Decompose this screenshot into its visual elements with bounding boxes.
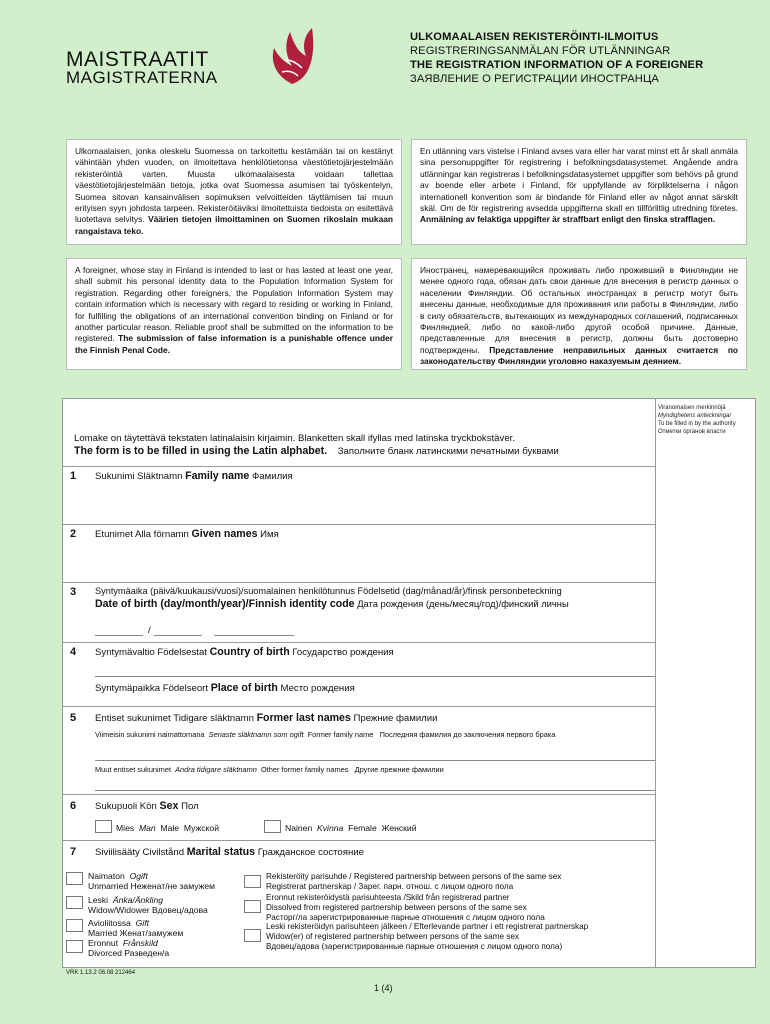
instructions-ru: Заполните бланк латинскими печатными буквами — [337, 446, 559, 457]
divider — [62, 524, 656, 525]
divider — [62, 642, 656, 643]
field-number: 3 — [70, 586, 77, 598]
field-number: 6 — [70, 800, 77, 812]
title-en: THE REGISTRATION INFORMATION OF A FOREIGNER — [410, 59, 704, 71]
field-number: 4 — [70, 646, 77, 658]
unmarried-checkbox[interactable] — [66, 872, 83, 885]
field-number: 5 — [70, 712, 77, 724]
official-use-column — [655, 399, 755, 967]
title-fi: ULKOMAALAISEN REKISTERÖINTI-ILMOITUS — [410, 31, 659, 43]
unmarried-label: Naimaton Ogift Unmarried Неженат/не замужем — [88, 871, 216, 891]
info-en-text: A foreigner, whose stay in Finland is intended to last or has lasted at least one year, shall submit his personal identity data to the Population Information System for registration. Regarding other foreigners, the Population Information System may contain information which is necessary with regard to residing or working in Finland, for fulfilling the obligations of an international convention binding on Finland or for another particular reason. Reliable proof shall be submitted on the information to be registered. — [75, 265, 393, 344]
dissolved-partnership-label: Eronnut rekisteröidystä parisuhteesta /Skild från registrerad partner Dissolved from registered partnership between persons of the same sex Расторг/ла зарегистрированные парные отношения с лицом одного пола — [266, 893, 545, 922]
place-of-birth-label: Syntymäpaikka Födelseort Place of birth Место рождения — [95, 682, 355, 694]
divider — [62, 706, 656, 707]
divorced-label: Eronnut Frånskild Divorced Разведен/а — [88, 938, 170, 958]
registered-partnership-checkbox[interactable] — [244, 875, 261, 888]
field-label-line-2: Date of birth (day/month/year)/Finnish identity code Дата рождения (день/месяц/год)/финский личны — [95, 598, 569, 610]
logo-line-1: MAISTRAATIT — [66, 48, 209, 71]
form-titles — [410, 30, 760, 86]
info-ru-warning: Представление неправильных данных считается по законодательству Финляндии уголовно наказуемым деянием. — [420, 344, 739, 367]
field-family-name[interactable] — [62, 468, 656, 524]
field-number: 7 — [70, 846, 77, 858]
instructions-fi-sv: Lomake on täytettävä tekstaten latinalaisin kirjaimin. Blanketten skall ifyllas med latinska tryckbokstäver. — [74, 433, 515, 444]
other-names-underline[interactable] — [95, 790, 655, 791]
info-sv-warning: Anmälning av felaktiga uppgifter är straffbart enligt den finska strafflagen. — [420, 214, 716, 225]
info-box-russian — [411, 258, 747, 370]
field-date-of-birth[interactable] — [62, 584, 656, 642]
divider — [62, 582, 656, 583]
info-en-warning: The submission of false information is a punishable offence under the Finnish Penal Code. — [75, 333, 393, 355]
day-month-underline[interactable] — [95, 635, 143, 636]
title-ru: ЗАЯВЛЕНИЕ О РЕГИСТРАЦИИ ИНОСТРАНЦА — [410, 73, 659, 85]
identity-code-underline[interactable] — [214, 635, 294, 636]
form-instructions — [74, 432, 654, 458]
field-label: Syntymävaltio Födelsestat Country of birth Государство рождения — [95, 646, 394, 658]
latest-name-underline[interactable] — [95, 760, 655, 761]
official-note-fi: Viranomaisen merkinnöjä — [658, 405, 726, 411]
field-label: Siviilisääty Civilstånd Marital status Гражданское состояние — [95, 846, 364, 858]
field-marital-status — [62, 842, 656, 966]
male-checkbox[interactable] — [95, 820, 112, 833]
divorced-checkbox[interactable] — [66, 940, 83, 953]
field-former-last-names[interactable] — [62, 708, 656, 794]
info-box-swedish — [411, 139, 747, 245]
title-sv: REGISTRERINGSANMÄLAN FÖR UTLÄNNINGAR — [410, 45, 671, 57]
official-note-sv: Myndighetens anteckningar — [658, 413, 732, 419]
field-number: 2 — [70, 528, 77, 540]
country-underline[interactable] — [95, 676, 655, 677]
latest-name-label: Viimeisin sukunimi naimattomana Senaste släktnamn som ogift Former family name Последняя фамилия до заключения первого брака — [95, 730, 556, 739]
field-label: Entiset sukunimet Tidigare släktnamn Former last names Прежние фамилии — [95, 712, 438, 724]
female-label: Nainen Kvinna Female Женский — [285, 823, 417, 833]
other-names-label: Muut entiset sukunimet Andra tidigare släktnamn Other former family names Другие прежние фамилии — [95, 765, 444, 774]
widowed-checkbox[interactable] — [66, 896, 83, 909]
logo-line-2: MAGISTRATERNA — [66, 68, 218, 87]
instructions-en: The form is to be filled in using the Latin alphabet. — [74, 445, 328, 457]
married-label: Avioliitossa Gift Married Женат/замужем — [88, 918, 184, 938]
field-label: Etunimet Alla förnamn Given names Имя — [95, 528, 279, 540]
divider — [62, 840, 656, 841]
field-label: Sukupuoli Kön Sex Пол — [95, 800, 199, 812]
page-number: 1 (4) — [374, 983, 393, 993]
field-number: 1 — [70, 470, 77, 482]
registered-partnership-label: Rekisteröity parisuhde / Registered partnership between persons of the same sex Registrerat partnerskap / Зарег. парн. отнош. с лицом одного пола — [266, 872, 562, 891]
divider — [62, 466, 656, 467]
info-fi-warning: Väärien tietojen ilmoittaminen on Suomen rikoslain mukaan rangaistava teko. — [75, 214, 393, 236]
field-label: Sukunimi Släktnamn Family name Фамилия — [95, 470, 293, 482]
date-separator: / — [148, 625, 151, 636]
year-underline[interactable] — [154, 635, 202, 636]
widowed-partnership-label: Leski rekisteröidyn parisuhteen jälkeen / Efterlevande partner i ett registrerat partnerskap Widow(er) of registered partnership between persons of the same sex Вдовец/адова (зарегистрированные парные отношения с лицом одного пола) — [266, 922, 589, 951]
married-checkbox[interactable] — [66, 919, 83, 932]
field-label-line-1: Syntymäaika (päivä/kuukausi/vuosi)/suomalainen henkilötunnus Födelsetid (dag/månad/år)/finsk personbeteckning — [95, 586, 562, 596]
info-ru-text: Иностранец, намеревающийся проживать либо проживший в Финляндии не менее одного года, обязан дать свои данные для внесения в регистр данных о населении Финляндии. Об остальных иностранцах в регистр могут быть внесены данные, необходимые для проживания или работы в Финляндии, либо в силу обязательств, вытекающих из международных соглашений, подписанных Финляндией, либо по какой-либо другой особой причине. Данные, представленные для внесения в регистр, должны быть достоверно подтверждены. — [420, 265, 738, 355]
info-sv-text: En utlänning vars vistelse i Finland avses vara eller har varat minst ett år skall anmäla sina personuppgifter för registrering i befolkningsdatasystemet. Angående andra utlänningar kan registreras i befolkningsdatasystemet uppgifter som behövs på grund av boende eller arbete i Finland, för uppfyllande av förpliktelserna i någon internationell konvention som är bindande för Finland eller av något annat särskilt skäl. Om de för registrering avsedda uppgifterna skall en tillförlitlig utredning företes. — [420, 146, 738, 214]
official-note-en: To be filled in by the authority — [658, 421, 736, 427]
wing-emblem-icon — [264, 26, 320, 88]
female-checkbox[interactable] — [264, 820, 281, 833]
info-box-finnish — [66, 139, 402, 245]
info-fi-text: Ulkomaalaisen, jonka oleskelu Suomessa on tarkoitettu kestämään tai on kestänyt vähintään yhden vuoden, on ilmoitettava henkilötietonsa väestötietojärjestelmään rekisteröintiä varten. Muusta ulkomaalaisesta voidaan tallettaa väestötietojärjestelmään tietoja, jotka ovat Suomessa asumisen tai työskentelyn, Suomea sitovan kansainvälisen sopimuksen velvoitteiden täyttämisen tai muun erityisen syyn johdosta tarpeen. Rekisteröitäviksi ilmoitettuista tiedoista on esitettävä luotettava selvitys. — [75, 146, 393, 225]
info-box-english — [66, 258, 402, 370]
male-label: Mies Man Male Мужской — [116, 823, 219, 833]
widowed-partnership-checkbox[interactable] — [244, 929, 261, 942]
field-country-of-birth[interactable] — [62, 644, 656, 706]
dissolved-partnership-checkbox[interactable] — [244, 900, 261, 913]
official-note-ru: Отметки органов власти — [658, 429, 726, 435]
field-given-names[interactable] — [62, 526, 656, 582]
maistraatit-logo — [64, 26, 324, 96]
official-use-note — [658, 404, 754, 436]
divider — [62, 794, 656, 795]
form-code: VRK 1.13.2 06.08 212464 — [66, 970, 136, 976]
widowed-label: Leski Änka/Änkling Widow/Widower Вдовец/адова — [88, 895, 208, 915]
field-sex — [62, 796, 656, 840]
